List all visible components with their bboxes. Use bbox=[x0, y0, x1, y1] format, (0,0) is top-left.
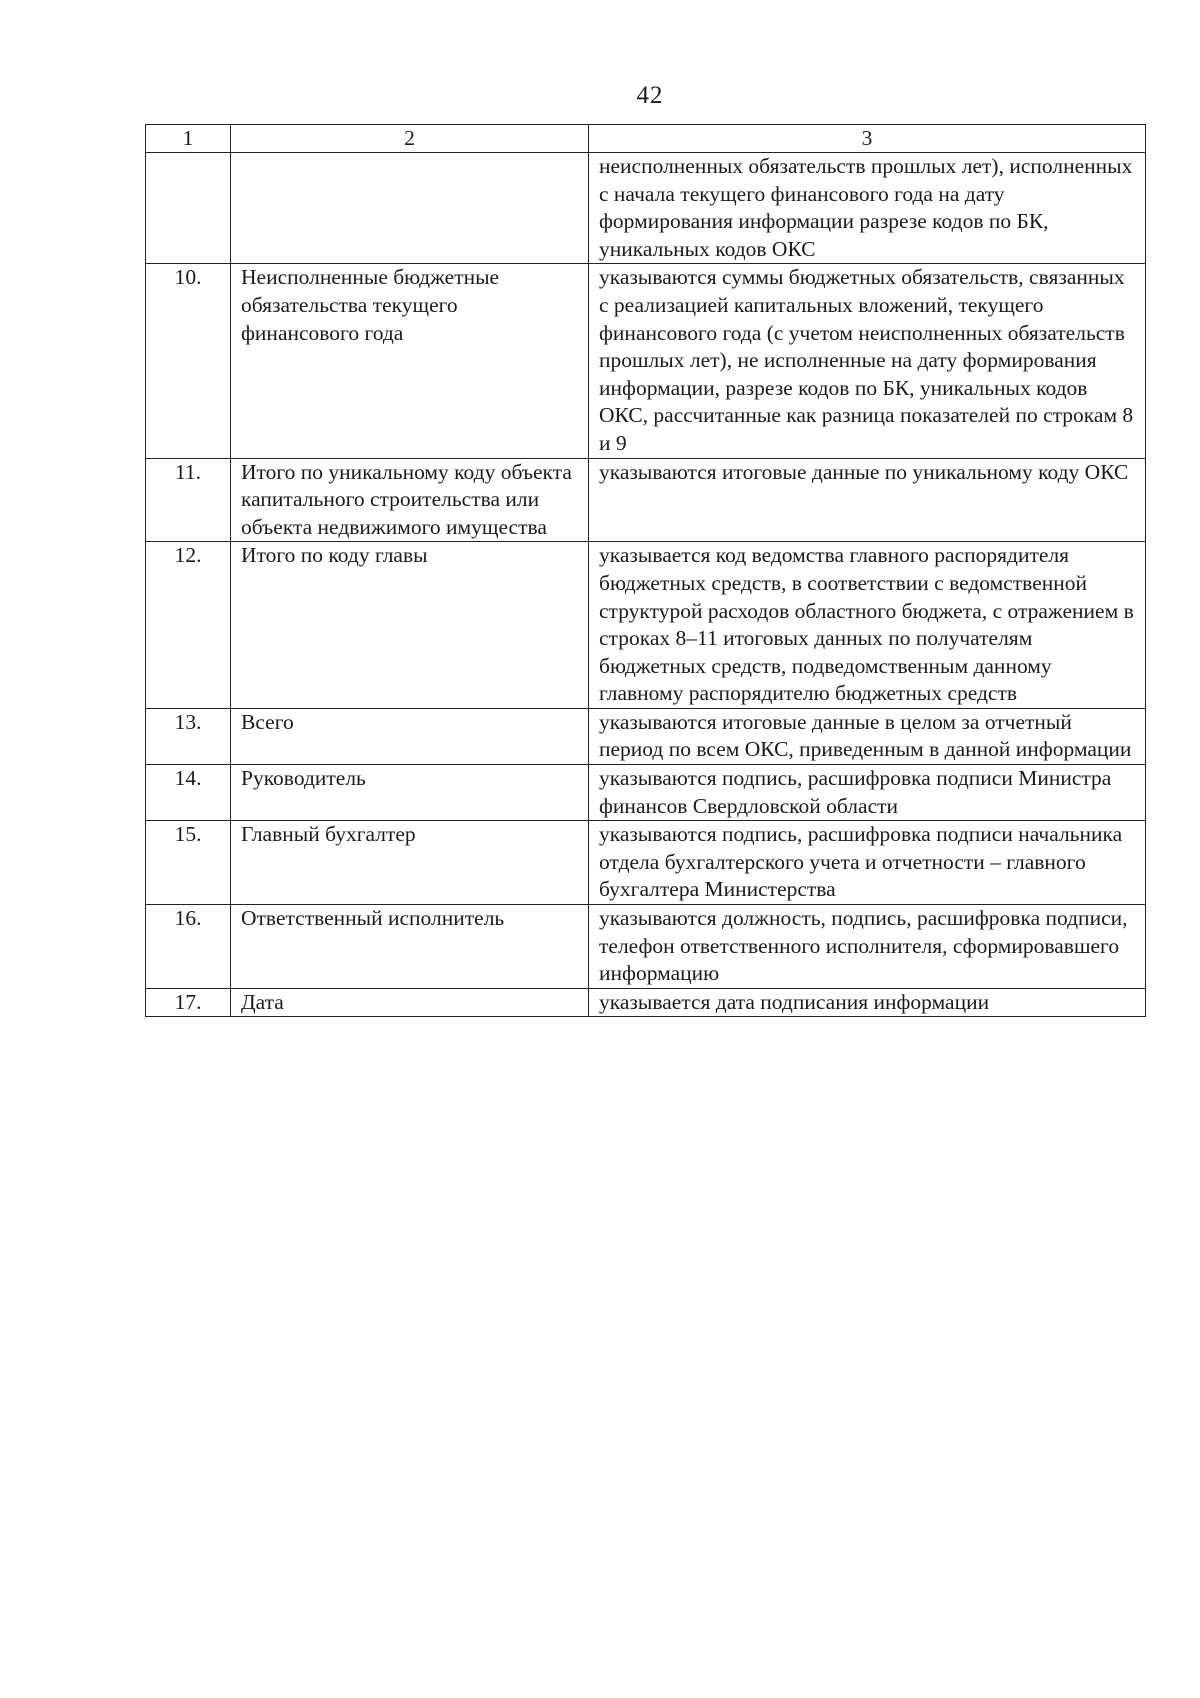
table-row bbox=[146, 988, 1146, 1017]
row-number: 10. bbox=[146, 264, 231, 458]
row-description: неисполненных обязательств прошлых лет), исполненных с начала текущего финансового года на дату формирования информации разрезе кодов по БК, уникальных кодов ОКС bbox=[589, 153, 1146, 264]
row-description: указываются подпись, расшифровка подписи начальника отдела бухгалтерского учета и отчетности – главного бухгалтера Министерства bbox=[589, 821, 1146, 905]
row-name: Дата bbox=[231, 988, 589, 1017]
row-name: Итого по уникальному коду объекта капитального строительства или объекта недвижимого имущества bbox=[231, 458, 589, 542]
row-number: 14. bbox=[146, 765, 231, 821]
row-name: Итого по коду главы bbox=[231, 542, 589, 709]
row-description: указываются итоговые данные по уникальному коду ОКС bbox=[589, 458, 1146, 542]
row-name: Руководитель bbox=[231, 765, 589, 821]
column-header-description: 3 bbox=[589, 125, 1146, 153]
row-name: Ответственный исполнитель bbox=[231, 905, 589, 989]
row-number: 12. bbox=[146, 542, 231, 709]
row-description: указывается код ведомства главного распорядителя бюджетных средств, в соответствии с ведомственной структурой расходов областного бюджета, с отражением в строках 8–11 итоговых данных по получателям бюджетных средств, подведомственным данному главному распорядителю бюджетных средств bbox=[589, 542, 1146, 709]
page-number: 42 bbox=[636, 82, 664, 109]
document-table bbox=[145, 124, 1146, 1017]
table-row bbox=[146, 905, 1146, 989]
table-row bbox=[146, 708, 1146, 764]
table-row bbox=[146, 765, 1146, 821]
row-description: указываются итоговые данные в целом за отчетный период по всем ОКС, приведенным в данной информации bbox=[589, 708, 1146, 764]
row-number bbox=[146, 153, 231, 264]
row-number: 16. bbox=[146, 905, 231, 989]
row-description: указываются должность, подпись, расшифровка подписи, телефон ответственного исполнителя, сформировавшего информацию bbox=[589, 905, 1146, 989]
row-name bbox=[231, 153, 589, 264]
table-row bbox=[146, 821, 1146, 905]
column-header-number: 1 bbox=[146, 125, 231, 153]
row-name: Всего bbox=[231, 708, 589, 764]
row-description: указываются суммы бюджетных обязательств, связанных с реализацией капитальных вложений, текущего финансового года (с учетом неисполненных обязательств прошлых лет), не исполненные на дату формирования информации, разрезе кодов по БК, уникальных кодов ОКС, рассчитанные как разница показателей по строкам 8 и 9 bbox=[589, 264, 1146, 458]
row-number: 13. bbox=[146, 708, 231, 764]
table-row bbox=[146, 458, 1146, 542]
row-name: Неисполненные бюджетные обязательства текущего финансового года bbox=[231, 264, 589, 458]
table-row bbox=[146, 264, 1146, 458]
row-description: указывается дата подписания информации bbox=[589, 988, 1146, 1017]
table-row bbox=[146, 153, 1146, 264]
table-row bbox=[146, 542, 1146, 709]
column-header-name: 2 bbox=[231, 125, 589, 153]
row-number: 17. bbox=[146, 988, 231, 1017]
row-description: указываются подпись, расшифровка подписи Министра финансов Свердловской области bbox=[589, 765, 1146, 821]
row-number: 15. bbox=[146, 821, 231, 905]
row-name: Главный бухгалтер bbox=[231, 821, 589, 905]
table-header-row bbox=[146, 125, 1146, 153]
row-number: 11. bbox=[146, 458, 231, 542]
